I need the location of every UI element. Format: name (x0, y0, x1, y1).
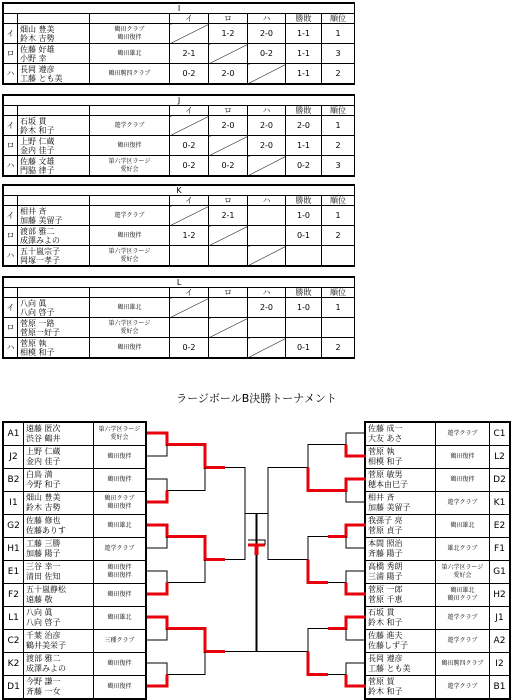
match-score: 2-0 (248, 24, 286, 44)
player-name: 上野 仁蔵 (20, 136, 55, 146)
match-score: 0-2 (248, 44, 286, 64)
seed-code: A1 (4, 423, 24, 446)
rank: 2 (322, 136, 355, 156)
player-name: 菅原 執 (368, 447, 395, 456)
club-name: 第六学区ラージ (98, 426, 141, 433)
row-label: ハ (4, 338, 18, 358)
row-label: ハ (4, 156, 18, 176)
player-name: 成澤みよの (26, 664, 66, 673)
club-name: 愛好会 (120, 327, 139, 335)
club-name: 鶴田雄北 (450, 522, 475, 529)
seed-code: K2 (4, 653, 24, 676)
player-name: 加藤 美留子 (20, 215, 63, 225)
player-name: 鶴井美栄子 (26, 641, 66, 650)
club-name: 愛好会 (453, 572, 472, 579)
rank: 3 (322, 156, 355, 176)
player-name: 渡部 雅二 (20, 226, 55, 236)
bracket-line (256, 514, 288, 652)
club-name: 鶴田復拌 (107, 564, 132, 571)
club-name: 鶴田雄北 (117, 303, 142, 311)
player-name: 斉藤 一女 (26, 687, 61, 696)
player-name: 八向 眞 (20, 298, 47, 308)
bracket-line (147, 617, 185, 629)
row-label: イ (4, 116, 18, 136)
player-name: 八向 眞 (26, 608, 53, 617)
match-score: 0-2 (170, 136, 209, 156)
player-name: 鈴木 和子 (20, 125, 55, 135)
bracket-line (225, 468, 245, 560)
player-name: 遠藤 匿次 (26, 424, 61, 433)
group-header-cell: 順位 (322, 14, 355, 24)
club-name: 鶴田復拌 (107, 591, 132, 598)
player-name: 千葉 治彦 (26, 631, 61, 640)
bracket-line (288, 445, 328, 468)
win-loss: 1-0 (286, 298, 322, 318)
bracket-line (147, 445, 167, 457)
club-name: 第六学区ラージ (108, 157, 151, 165)
player-name: 渋谷 鶴井 (26, 434, 61, 443)
bracket-line (308, 652, 328, 675)
bracket-line (288, 537, 328, 560)
club-name: 鶴田復拌 (117, 33, 142, 41)
win-loss: 0-1 (286, 338, 322, 358)
club-name: 鶴田復拌 (450, 453, 475, 460)
match-score: 0-2 (209, 156, 248, 176)
bracket-line (147, 583, 167, 595)
club-name: 愛好会 (110, 434, 129, 441)
rank: 3 (322, 44, 355, 64)
player-name: 成澤みよの (20, 235, 60, 245)
group-header-cell: 順位 (322, 288, 355, 298)
player-name: 佐藤しず子 (368, 641, 408, 650)
player-name: 三谷 幸一 (26, 562, 61, 571)
bracket-line (346, 629, 366, 641)
bracket-line (185, 537, 225, 560)
win-loss: 1-1 (286, 136, 322, 156)
group-header-cell: イ (170, 106, 209, 116)
row-label: ロ (4, 226, 18, 246)
bracket-line (328, 571, 366, 583)
bracket-line (147, 663, 185, 675)
bracket-line (288, 629, 328, 652)
seed-code: B2 (4, 469, 24, 492)
seed-code: F2 (4, 584, 24, 607)
row-label: ハ (4, 246, 18, 266)
club-name: 鶴田復拌 (107, 453, 132, 460)
group-header-cell: 勝敗 (286, 106, 322, 116)
player-name: 本間 照治 (368, 539, 403, 548)
player-name: 金内 佳子 (26, 457, 61, 466)
group-header-cell: 勝敗 (286, 14, 322, 24)
club-name: 鶴田雄北 (117, 49, 142, 57)
group-header-cell: ハ (248, 106, 286, 116)
group-header-cell: ロ (209, 14, 248, 24)
tournament-title: ラージボールB決勝トーナメント (176, 392, 337, 405)
player-name: 工藤 とも美 (20, 73, 63, 83)
club-name: 鶴田復拌 (117, 141, 142, 149)
group-header-cell: 勝敗 (286, 196, 322, 206)
player-name: 鈴木 和子 (368, 687, 403, 696)
bracket-line (248, 545, 256, 555)
club-name: 鶴田復拌 (107, 503, 132, 510)
bracket-line (257, 545, 265, 555)
club-name: 鶴田駒四クラブ (108, 69, 151, 77)
player-name: 菅原 賀 (368, 677, 395, 686)
bracket-line (147, 537, 167, 549)
bracket-line (185, 445, 225, 468)
player-name: 清田 佐知 (26, 572, 61, 581)
player-name: 佐藤 修也 (26, 516, 61, 525)
club-name: 鶴田クラブ (104, 495, 135, 502)
club-name: 愛好会 (120, 255, 139, 263)
club-name: 愛好会 (120, 165, 139, 173)
player-name: 三浦 陽子 (368, 572, 403, 581)
match-score: 2-0 (209, 64, 248, 84)
win-loss: 1-1 (286, 44, 322, 64)
group-header-cell: ロ (209, 288, 248, 298)
bracket-line (147, 491, 167, 503)
seed-code: H1 (4, 538, 24, 561)
player-name: 菅原一好子 (20, 327, 60, 337)
bracket-line (147, 629, 167, 641)
seed-code: J2 (4, 446, 24, 469)
club-name: 遊学クラブ (447, 683, 478, 690)
player-name: 穂本由巳子 (368, 480, 408, 489)
seed-code: L2 (490, 446, 510, 469)
player-name: 菅原 執 (20, 338, 47, 348)
seed-code: I2 (490, 653, 510, 676)
bracket-line (346, 675, 366, 687)
match-score: 1-2 (170, 226, 209, 246)
bracket-line (328, 433, 366, 445)
seed-code: E1 (4, 561, 24, 584)
bracket-line (225, 514, 257, 652)
club-name: 第六学区ラージ (108, 319, 151, 327)
club-name: 遊学クラブ (447, 499, 478, 506)
player-name: 菅原 一路 (20, 318, 55, 328)
group-header-cell: イ (170, 14, 209, 24)
group-header-cell: イ (170, 196, 209, 206)
bracket-line (185, 468, 205, 491)
bracket-line (147, 525, 185, 537)
seed-code: B1 (490, 676, 510, 699)
player-name: 門脇 律子 (20, 165, 55, 175)
seed-code: F1 (490, 538, 510, 561)
seed-code: D1 (4, 676, 24, 699)
player-name: 相井 斉 (368, 493, 395, 502)
player-name: 斉藤 陽子 (368, 549, 403, 558)
bracket-line (147, 479, 185, 491)
group-header-cell: ハ (248, 288, 286, 298)
rank: 1 (322, 116, 355, 136)
player-name: 菅原 千恵 (368, 595, 403, 604)
rank: 1 (322, 298, 355, 318)
club-name: 鶴田クラブ (447, 595, 478, 602)
player-name: 八向 啓子 (20, 307, 55, 317)
player-name: 岡塚一孝子 (20, 255, 60, 265)
win-loss: 1-1 (286, 24, 322, 44)
group-header-cell: 順位 (322, 196, 355, 206)
seed-code: G1 (490, 561, 510, 584)
bracket-line (328, 663, 366, 675)
row-label: ロ (4, 136, 18, 156)
match-score: 2-1 (170, 44, 209, 64)
player-name: 加藤 美留子 (368, 503, 411, 512)
group-header-cell: 順位 (322, 106, 355, 116)
rank: 2 (322, 226, 355, 246)
rank: 2 (322, 338, 355, 358)
player-name: 長岡 遵彦 (368, 654, 403, 663)
player-name: 加藤 陽子 (26, 549, 61, 558)
player-name: 遠藤 敬 (26, 595, 53, 604)
match-score: 1-2 (209, 24, 248, 44)
player-name: 相模 和子 (20, 347, 55, 357)
club-name: 第六学区ラージ (441, 564, 484, 571)
win-loss: 2-0 (286, 116, 322, 136)
rank: 2 (322, 64, 355, 84)
player-name: 畑山 豊美 (20, 24, 55, 34)
player-name: 工藤 三勝 (26, 539, 61, 548)
player-name: 鈴木 吉勢 (20, 33, 55, 43)
group-header-cell: ハ (248, 14, 286, 24)
player-name: 畑山 豊美 (26, 493, 61, 502)
player-name: 佐藤 進夫 (368, 631, 403, 640)
player-name: 今野 和子 (26, 480, 61, 489)
bracket-line (147, 433, 185, 445)
player-name: 佐藤ありす (26, 526, 66, 535)
win-loss: 0-1 (286, 226, 322, 246)
bracket-line (346, 537, 366, 549)
group-header-cell: ロ (209, 106, 248, 116)
club-name: 雄北クラブ (447, 545, 478, 552)
match-score: 2-0 (248, 298, 286, 318)
bracket-line (346, 583, 366, 595)
club-name: 鶴田復拌 (107, 660, 132, 667)
row-label: イ (4, 24, 18, 44)
bracket-line (308, 560, 328, 583)
bracket-line (328, 479, 366, 491)
player-name: 白鳥 満 (26, 470, 53, 479)
seed-code: H2 (490, 584, 510, 607)
club-name: 遊学クラブ (114, 121, 145, 129)
rank: 1 (322, 206, 355, 226)
seed-code: E2 (490, 515, 510, 538)
club-name: 遊学クラブ (447, 637, 478, 644)
club-name: 遊学クラブ (114, 211, 145, 219)
bracket-line (308, 468, 328, 491)
player-name: 菅原 貞子 (368, 526, 403, 535)
player-name: 鈴木 和子 (368, 618, 403, 627)
player-name: 八向 啓子 (26, 618, 61, 627)
match-score: 0-2 (170, 338, 209, 358)
seed-code: G2 (4, 515, 24, 538)
club-name: 鶴田雄北 (107, 522, 132, 529)
seed-code: A2 (490, 630, 510, 653)
player-name: 高橋 秀朗 (368, 562, 403, 571)
player-name: 五十嵐静松 (26, 585, 66, 594)
club-name: 第六学区ラージ (108, 247, 151, 255)
group-header-cell: ロ (209, 196, 248, 206)
seed-code: I1 (4, 492, 24, 515)
seed-code: C2 (4, 630, 24, 653)
club-name: 鶴田復拌 (107, 683, 132, 690)
player-name: 上野 仁蔵 (26, 447, 61, 456)
player-name: 石坂 貫 (368, 608, 395, 617)
player-name: 五十嵐宗子 (20, 246, 60, 256)
win-loss: 1-1 (286, 64, 322, 84)
match-score: 0-2 (170, 64, 209, 84)
club-name: 三種クラブ (104, 637, 135, 644)
player-name: 相模 和子 (368, 457, 403, 466)
club-name: 鶴田復拌 (450, 476, 475, 483)
row-label: イ (4, 298, 18, 318)
player-name: 菅原 敏男 (368, 470, 403, 479)
bracket-line (147, 675, 167, 687)
row-label: ロ (4, 44, 18, 64)
player-name: 長岡 遵彦 (20, 64, 55, 74)
bracket-line (147, 571, 185, 583)
group-title: I (4, 4, 355, 14)
group-header-cell: イ (170, 288, 209, 298)
club-name: 遊学クラブ (447, 614, 478, 621)
seed-code: L1 (4, 607, 24, 630)
seed-code: C1 (490, 423, 510, 446)
club-name: 鶴田駒四クラブ (441, 660, 484, 667)
club-name: 遊学クラブ (447, 430, 478, 437)
bracket-line (185, 560, 205, 583)
bracket-line (185, 652, 205, 675)
bracket-line (346, 445, 366, 457)
club-name: 鶴田復拌 (117, 343, 142, 351)
club-name: 鶴田雄北 (450, 587, 475, 594)
bracket-line (346, 491, 366, 503)
row-label: ハ (4, 64, 18, 84)
row-label: ロ (4, 318, 18, 338)
player-name: 金内 佳子 (20, 145, 55, 155)
group-title: L (4, 278, 355, 288)
row-label: イ (4, 206, 18, 226)
seed-code: D2 (490, 469, 510, 492)
bracket-line (328, 525, 366, 537)
player-name: 工藤 とも美 (368, 664, 411, 673)
seed-code: J1 (490, 607, 510, 630)
player-name: 佐藤 文雄 (20, 156, 55, 166)
player-name: 佐藤 成一 (368, 424, 403, 433)
seed-code: K1 (490, 492, 510, 515)
match-score: 2-0 (248, 116, 286, 136)
club-name: 遊学クラブ (104, 545, 135, 552)
match-score: 0-2 (170, 156, 209, 176)
group-title: K (4, 186, 355, 196)
bracket-line (328, 617, 366, 629)
player-name: 鈴木 吉勢 (26, 503, 61, 512)
player-name: 佐藤 好雄 (20, 44, 55, 54)
group-header-cell: ハ (248, 196, 286, 206)
player-name: 石坂 貫 (20, 116, 47, 126)
club-name: 鶴田雄北 (107, 614, 132, 621)
player-name: 我孫子 亮 (368, 516, 403, 525)
club-name: 鶴田復拌 (107, 572, 132, 579)
club-name: 鶴田復拌 (117, 231, 142, 239)
player-name: 相井 斉 (20, 206, 47, 216)
bracket-line (185, 629, 225, 652)
rank: 1 (322, 24, 355, 44)
player-name: 今野 謙一 (26, 677, 61, 686)
club-name: 鶴田復拌 (107, 476, 132, 483)
player-name: 菅原 一郎 (368, 585, 403, 594)
win-loss: 1-0 (286, 206, 322, 226)
win-loss: 0-2 (286, 156, 322, 176)
club-name: 鶴田クラブ (114, 25, 145, 33)
player-name: 大友 あさ (368, 434, 403, 443)
match-score: 2-0 (248, 136, 286, 156)
group-header-cell: 勝敗 (286, 288, 322, 298)
bracket-line (268, 468, 288, 560)
player-name: 小野 幸 (20, 53, 47, 63)
player-name: 渡部 雅二 (26, 654, 61, 663)
match-score: 2-1 (209, 206, 248, 226)
group-title: J (4, 96, 355, 106)
match-score: 2-0 (209, 116, 248, 136)
